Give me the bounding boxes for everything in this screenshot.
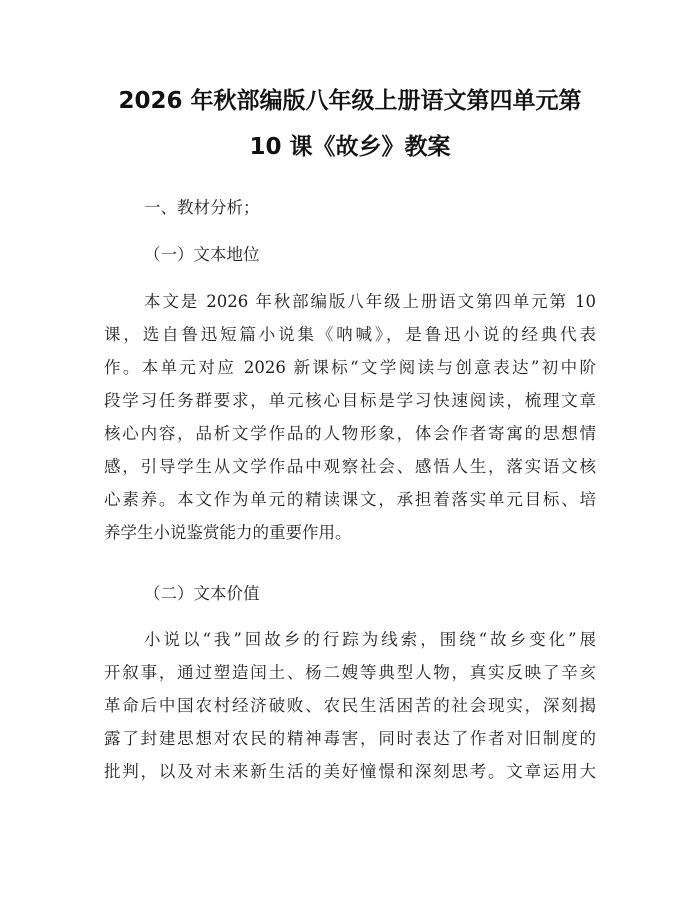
paragraph-line: 革命后中国农村经济破败、农民生活困苦的社会现实，深刻揭 [104, 696, 596, 715]
paragraph-line: 段学习任务群要求，单元核心目标是学习快速阅读，梳理文章 [104, 391, 596, 410]
paragraph-line: 露了封建思想对农民的精神毒害，同时表达了作者对旧制度的 [104, 729, 596, 748]
paragraph-line: 开叙事，通过塑造闰土、杨二嫂等典型人物，真实反映了辛亥 [104, 663, 596, 682]
paragraph-line: 养学生小说鉴赏能力的重要作用。 [104, 523, 352, 542]
paragraph-line: 小说以“我”回故乡的行踪为线索，围绕“故乡变化”展 [144, 630, 596, 649]
document-title-line-2: 10 课《故乡》教案 [249, 134, 451, 160]
paragraph-line: 核心内容，品析文学作品的人物形象，体会作者寄寓的思想情 [104, 424, 596, 443]
paragraph-line: 本文是 2026 年秋部编版八年级上册语文第四单元第 10 [144, 292, 596, 311]
paragraph-line: 批判，以及对未来新生活的美好憧憬和深刻思考。文章运用大 [104, 762, 596, 781]
paragraph-line: 课，选自鲁迅短篇小说集《呐喊》，是鲁迅小说的经典代表 [104, 325, 596, 344]
document-title-line-1: 2026 年秋部编版八年级上册语文第四单元第 [118, 88, 582, 114]
subsection-heading-text-position: （一）文本地位 [144, 245, 260, 264]
section-heading-textbook-analysis: 一、教材分析； [144, 198, 260, 217]
paragraph-line: 感，引导学生从文学作品中观察社会、感悟人生，落实语文核 [104, 457, 596, 476]
subsection-heading-text-value: （二）文本价值 [144, 584, 260, 603]
paragraph-line: 心素养。本文作为单元的精读课文，承担着落实单元目标、培 [104, 490, 596, 509]
paragraph-line: 作。本单元对应 2026 新课标“文学阅读与创意表达”初中阶 [104, 358, 596, 377]
